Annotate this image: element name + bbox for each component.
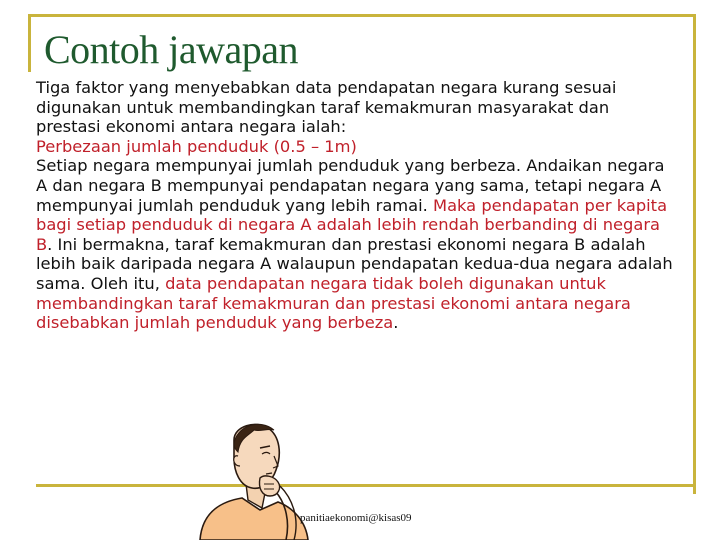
text-explanation-1: Setiap negara mempunyai jumlah penduduk yang berbeza. Andaikan negara A dan negara B mempunyai pendapatan negara yang sama, tetapi negara A mempunyai jumlah penduduk yang lebih ramai. bbox=[36, 156, 665, 215]
frame-right-rule bbox=[693, 14, 696, 494]
text-point-heading: Perbezaan jumlah penduduk (0.5 – 1m) bbox=[36, 136, 357, 156]
frame-left-rule bbox=[28, 14, 31, 72]
slide-body bbox=[36, 78, 676, 333]
paragraph-heading bbox=[36, 137, 676, 157]
text-explanation-highlight-2: data pendapatan negara tidak boleh digunakan untuk membandingkan taraf kemakmuran dan prestasi ekonomi antara negara disebabkan jumlah penduduk yang berbeza bbox=[36, 273, 631, 333]
text-intro: Tiga faktor yang menyebabkan data pendapatan negara kurang sesuai digunakan untuk membandingkan taraf kemakmuran masyarakat dan prestasi ekonomi antara negara ialah: bbox=[36, 78, 617, 137]
frame-bottom-rule bbox=[36, 484, 696, 487]
text-explanation-end: . bbox=[393, 313, 399, 333]
text-explanation-highlight-1: Maka pendapatan per kapita bagi setiap penduduk di negara A adalah lebih rendah berbanding di negara B bbox=[36, 195, 668, 254]
frame-top-rule bbox=[28, 14, 696, 17]
text-explanation-2: . Ini bermakna, taraf kemakmuran dan prestasi ekonomi negara B adalah lebih baik daripada negara A walaupun pendapatan kedua-dua negara adalah sama. Oleh itu, bbox=[36, 234, 673, 293]
paragraph-explanation bbox=[36, 156, 676, 332]
footer-credit: panitiaekonomi@kisas09 bbox=[300, 512, 412, 524]
slide-title: Contoh jawapan bbox=[44, 27, 299, 72]
paragraph-intro bbox=[36, 78, 676, 137]
